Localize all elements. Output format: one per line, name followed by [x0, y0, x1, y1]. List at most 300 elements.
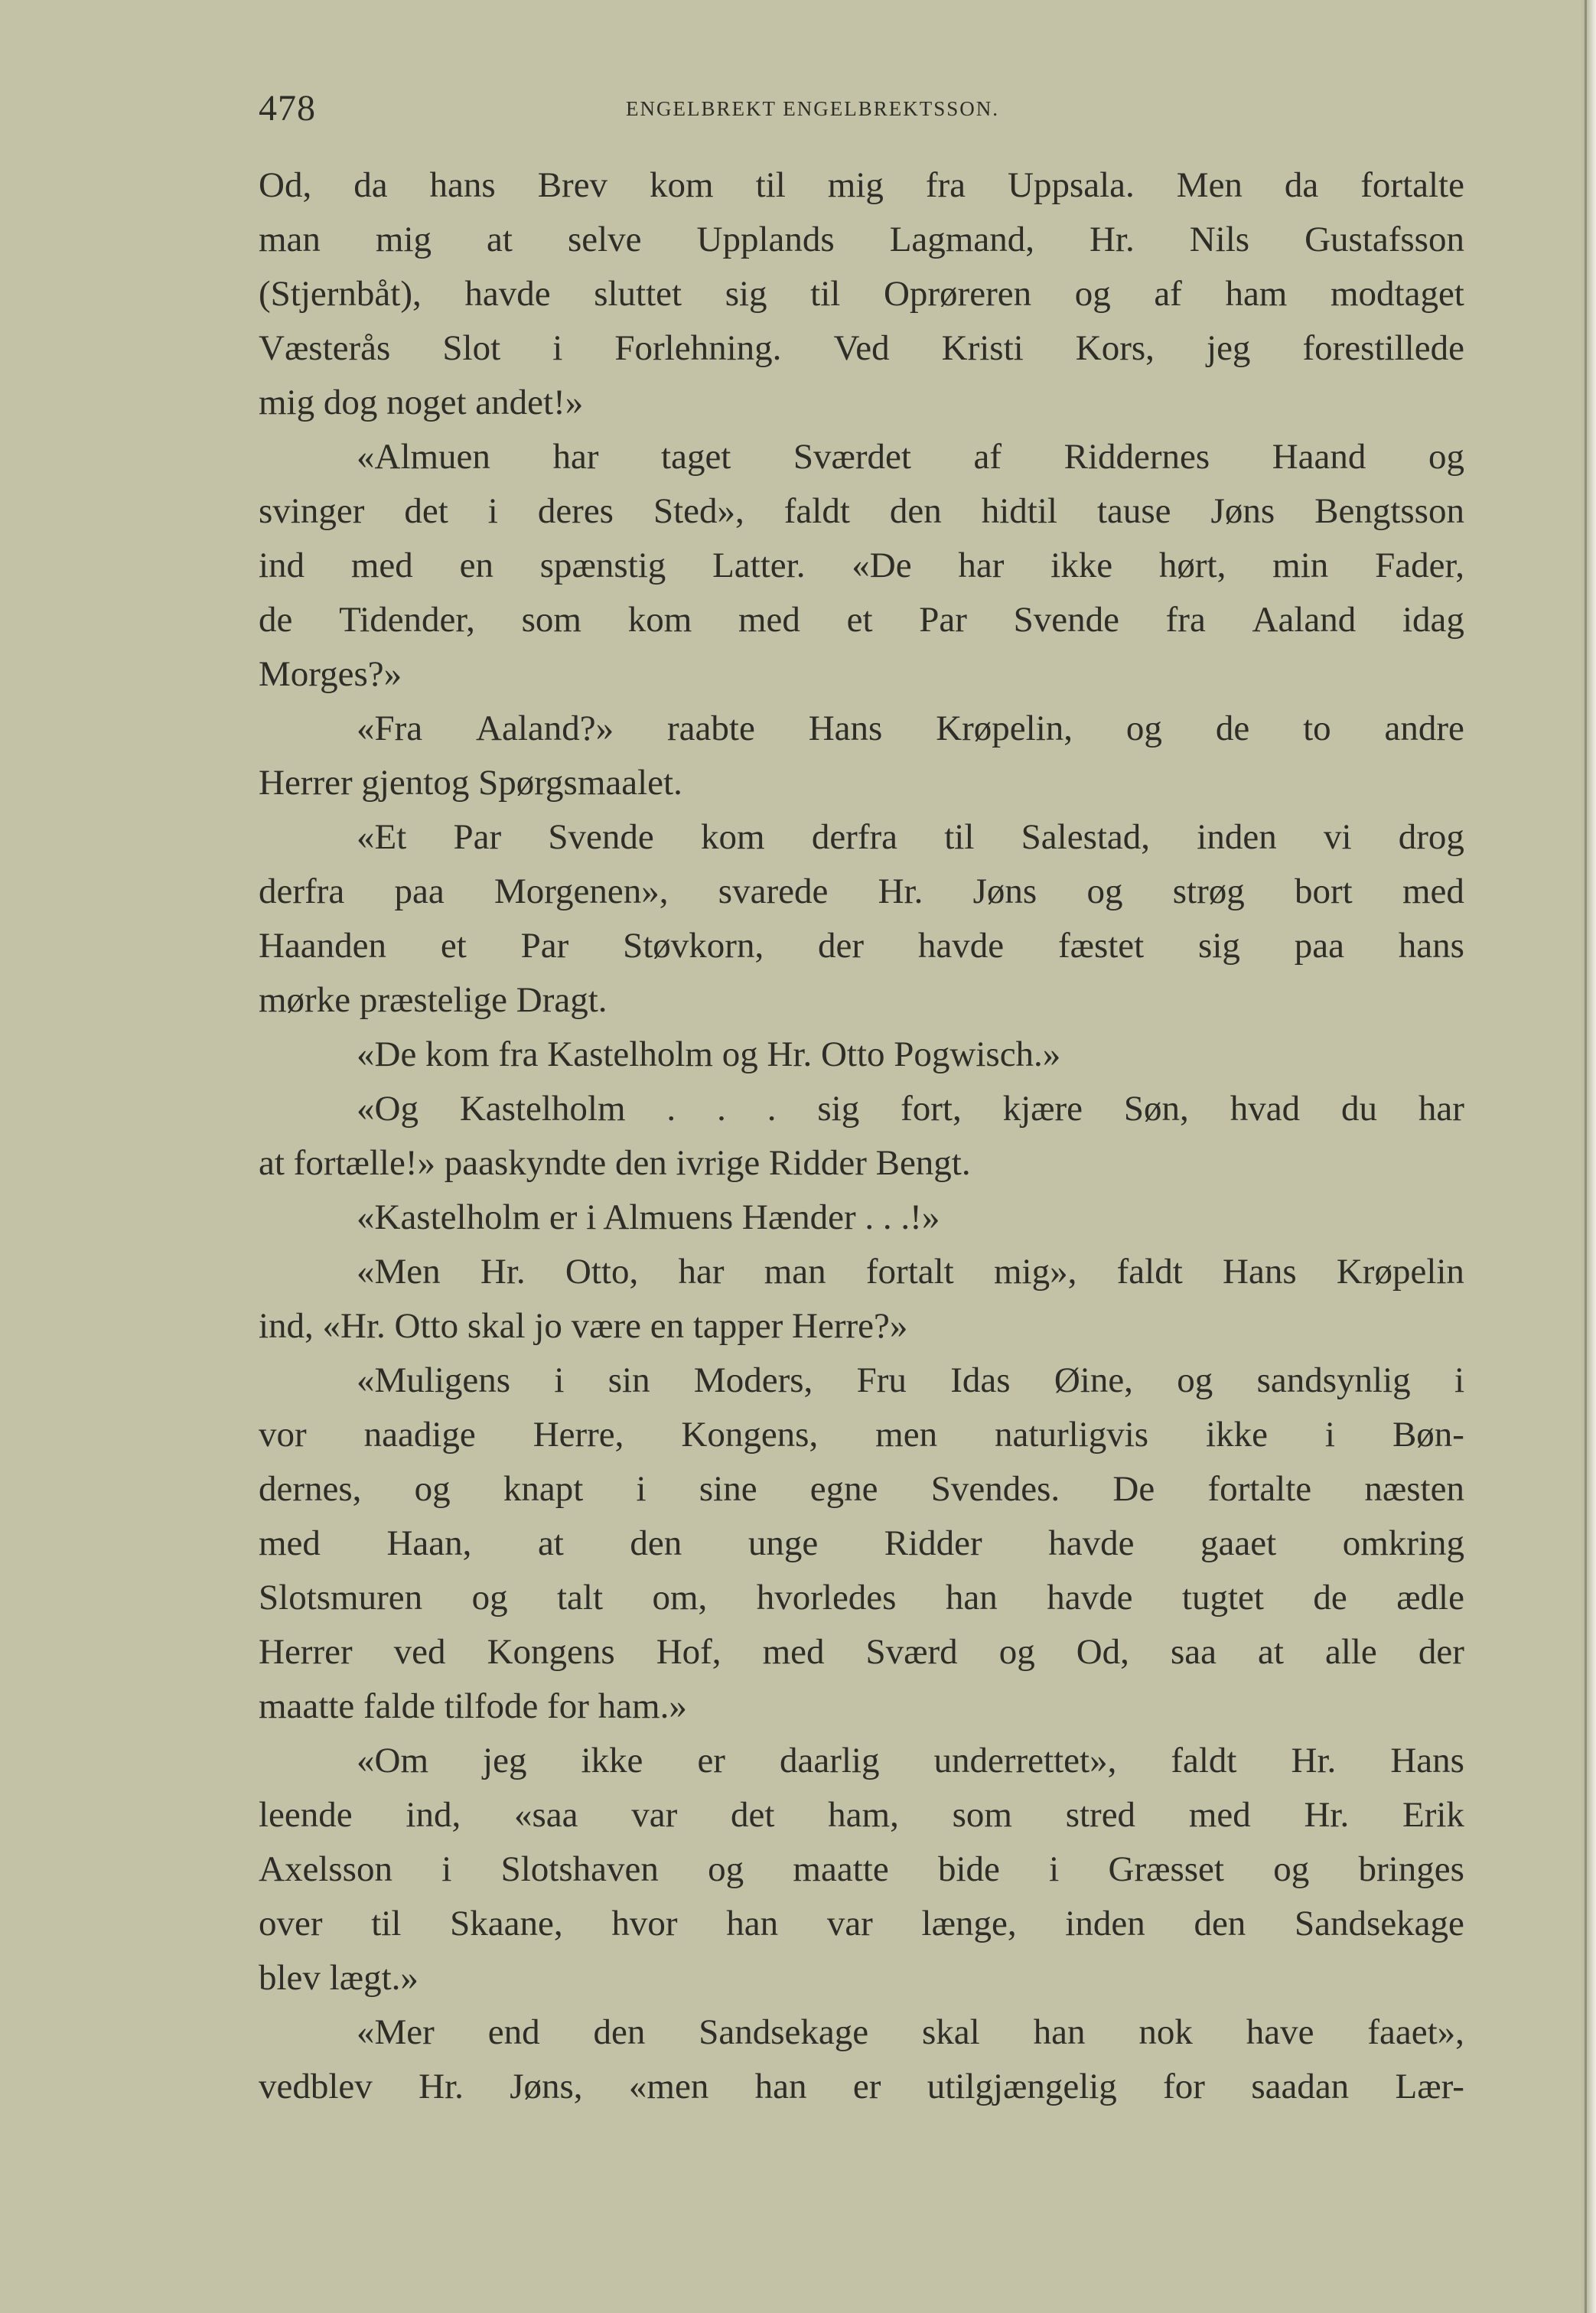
word: Hr. [878, 871, 923, 911]
word: Par [919, 600, 967, 640]
text-line [259, 1788, 1464, 1842]
word: bort [1295, 871, 1353, 911]
line-text: blev lægt.» [259, 1958, 419, 1998]
word: idag [1402, 600, 1464, 640]
word: Kors, [1075, 328, 1155, 368]
word: og [1177, 1360, 1213, 1400]
word: «Fra [357, 709, 423, 748]
word: og [471, 1578, 508, 1617]
word: Haand [1272, 437, 1366, 477]
word: og [414, 1469, 451, 1509]
text-line [259, 593, 1464, 647]
word: og [1125, 709, 1162, 748]
word: Jøns, [510, 2067, 583, 2106]
word: «Men [357, 1252, 441, 1292]
word: bringes [1358, 1849, 1464, 1889]
word: Slotsmuren [259, 1578, 423, 1617]
word: længe, [921, 1904, 1017, 1943]
text-line [259, 647, 1464, 702]
word: de [259, 600, 293, 640]
word: naturligvis [995, 1415, 1149, 1455]
word: Aaland?» [476, 709, 614, 748]
word: og [1428, 437, 1464, 477]
word: «Og [357, 1089, 419, 1129]
word: er [697, 1741, 725, 1780]
word: modtaget [1330, 274, 1464, 314]
word: fæstet [1057, 926, 1145, 966]
text-line [259, 539, 1464, 593]
word: leende [259, 1795, 353, 1835]
word: havde [1047, 1578, 1133, 1617]
word: Hof, [656, 1632, 721, 1672]
word: Idas [950, 1360, 1011, 1400]
word: drog [1398, 817, 1464, 857]
word: bide [937, 1849, 1000, 1889]
word: med [762, 1632, 825, 1672]
word: ham, [828, 1795, 899, 1835]
text-line [259, 2005, 1464, 2060]
word: mig [827, 165, 884, 205]
word: ind, [406, 1795, 461, 1835]
text-line [259, 973, 1464, 1028]
word: Upplands [696, 220, 835, 259]
word: underrettet», [933, 1741, 1117, 1780]
word: af [973, 437, 1002, 477]
word: end [487, 2012, 540, 2052]
word: Støvkorn, [623, 926, 764, 966]
word: da [1284, 165, 1319, 205]
word: vor [259, 1415, 307, 1455]
text-line [259, 1951, 1464, 2005]
word: paa [394, 871, 445, 911]
line-text: mig dog noget andet!» [259, 383, 584, 422]
line-text: «De kom fra Kastelholm og Hr. Otto Pogwisch.» [357, 1034, 1061, 1074]
word: egne [809, 1469, 878, 1509]
word: Men [1176, 165, 1243, 205]
word: Søn, [1123, 1089, 1189, 1129]
word: . [767, 1089, 777, 1129]
word: at [537, 1523, 564, 1563]
word: Hans [1390, 1741, 1464, 1780]
word: kom [627, 600, 692, 640]
word: Sandsekage [699, 2012, 869, 2052]
word: talt [557, 1578, 604, 1617]
word: sandsynlig [1256, 1360, 1411, 1400]
word: ædle [1396, 1578, 1464, 1617]
line-text: mørke præstelige Dragt. [259, 980, 607, 1020]
word: hans [1398, 926, 1464, 966]
word: Svendes. [930, 1469, 1060, 1509]
word: Øine, [1054, 1360, 1133, 1400]
word: hans [429, 165, 496, 205]
word: Fader, [1375, 546, 1464, 585]
text-line [259, 376, 1464, 430]
word: unge [748, 1523, 819, 1563]
word: Svende [548, 817, 654, 857]
word: ikke [1206, 1415, 1268, 1455]
word: Jøns [972, 871, 1037, 911]
text-line [259, 865, 1464, 919]
word: den [889, 491, 942, 531]
word: Kastelholm [459, 1089, 626, 1129]
word: Ridder [884, 1523, 982, 1563]
word: Hr. [480, 1252, 526, 1292]
word: min [1272, 546, 1329, 585]
word: Kongens [487, 1632, 615, 1672]
word: fra [1165, 600, 1206, 640]
word: saadan [1251, 2067, 1350, 2106]
text-line [259, 1408, 1464, 1462]
word: Jøns [1210, 491, 1275, 531]
word: faldt [783, 491, 850, 531]
word: Sværd [865, 1632, 958, 1672]
word: De [1112, 1469, 1155, 1509]
text-line [259, 1299, 1464, 1354]
text-line [259, 702, 1464, 756]
word: faaet», [1367, 2012, 1464, 2052]
text-line [259, 321, 1464, 376]
text-line [259, 213, 1464, 267]
word: havde [464, 274, 551, 314]
word: har [678, 1252, 725, 1292]
word: fortalte [1207, 1469, 1312, 1509]
word: Græsset [1108, 1849, 1224, 1889]
word: i [1049, 1849, 1060, 1889]
word: knapt [503, 1469, 584, 1509]
word: og [998, 1632, 1035, 1672]
word: har [1418, 1089, 1464, 1129]
word: ikke [581, 1741, 643, 1780]
word: spænstig [539, 546, 666, 585]
word: «Muligens [357, 1360, 511, 1400]
word: Sandsekage [1295, 1904, 1464, 1943]
word: dernes, [259, 1469, 362, 1509]
word: Væsterås [259, 328, 391, 368]
word: det [404, 491, 448, 531]
word: faldt [1171, 1741, 1237, 1780]
word: har [958, 546, 1005, 585]
word: tause [1096, 491, 1171, 531]
word: Par [453, 817, 502, 857]
body-text [259, 158, 1464, 2114]
word: derfra [811, 817, 897, 857]
word: Aaland [1252, 600, 1357, 640]
text-line [259, 158, 1464, 213]
word: Moders, [693, 1360, 813, 1400]
word: gaaet [1200, 1523, 1277, 1563]
word: ham [1225, 274, 1288, 314]
word: Tidender, [339, 600, 475, 640]
word: havde [1048, 1523, 1135, 1563]
word: med [1402, 871, 1464, 911]
word: selve [567, 220, 642, 259]
word: at [487, 220, 513, 259]
word: Herrer [259, 1632, 353, 1672]
word: Hans [1223, 1252, 1297, 1292]
word: i [636, 1469, 647, 1509]
word: i [554, 1360, 565, 1400]
word: Brev [537, 165, 608, 205]
word: kom [701, 817, 765, 857]
word: Lagmand, [889, 220, 1034, 259]
word: i [1454, 1360, 1464, 1400]
word: raabte [667, 709, 755, 748]
word: faldt [1116, 1252, 1183, 1292]
word: Hr. [1291, 1741, 1337, 1780]
word: «Mer [357, 2012, 435, 2052]
text-line [259, 1028, 1464, 1082]
word: Krøpelin [1336, 1252, 1464, 1292]
word: den [593, 2012, 646, 2052]
word: og [1273, 1849, 1310, 1889]
word: til [755, 165, 786, 205]
word: stred [1065, 1795, 1136, 1835]
word: Morgenen», [493, 871, 669, 911]
word: Lær- [1395, 2067, 1464, 2106]
word: jeg [483, 1741, 527, 1780]
word: sin [607, 1360, 650, 1400]
word: kom [650, 165, 714, 205]
word: om, [652, 1578, 708, 1617]
word: «Almuen [357, 437, 490, 477]
word: af [1154, 274, 1182, 314]
word: en [459, 546, 493, 585]
word: paa [1294, 926, 1344, 966]
word: Kongens, [681, 1415, 819, 1455]
page-header [259, 86, 1464, 132]
word: strøg [1172, 871, 1245, 911]
text-line [259, 1354, 1464, 1408]
word: i [441, 1849, 452, 1889]
word: Slotshaven [500, 1849, 659, 1889]
word: Otto, [565, 1252, 639, 1292]
word: til [371, 1904, 402, 1943]
text-line [259, 756, 1464, 810]
word: nok [1138, 2012, 1193, 2052]
word: man [764, 1252, 826, 1292]
text-line [259, 484, 1464, 539]
word: «De [852, 546, 912, 585]
word: mig», [994, 1252, 1077, 1292]
word: ikke [1050, 546, 1113, 585]
text-line [259, 1136, 1464, 1191]
word: for [1163, 2067, 1205, 2106]
line-text: Herrer gjentog Spørgsmaalet. [259, 763, 682, 803]
line-text: Morges?» [259, 654, 402, 694]
word: Oprøreren [883, 274, 1032, 314]
word: til [944, 817, 975, 857]
word: med [738, 600, 800, 640]
word: jeg [1207, 328, 1251, 368]
word: sig [725, 274, 767, 314]
word: omkring [1342, 1523, 1464, 1563]
word: «Om [357, 1741, 428, 1780]
word: og [1086, 871, 1123, 911]
word: sig [817, 1089, 860, 1129]
word: daarlig [779, 1741, 880, 1780]
word: Od, [259, 165, 312, 205]
word: over [259, 1904, 323, 1943]
word: Forlehning. [614, 328, 782, 368]
word: har [552, 437, 599, 477]
word: da [353, 165, 388, 205]
text-line [259, 2060, 1464, 2114]
word: og [708, 1849, 744, 1889]
word: . [666, 1089, 676, 1129]
word: «Et [357, 817, 407, 857]
word: fra [925, 165, 966, 205]
word: er [852, 2067, 881, 2106]
word: ind [259, 546, 305, 585]
word: det [730, 1795, 775, 1835]
word: vedblev [259, 2067, 373, 2106]
word: Riddernes [1063, 437, 1210, 477]
word: (Stjernbåt), [259, 274, 422, 314]
word: og [1074, 274, 1111, 314]
word: han [754, 2067, 807, 2106]
word: inden [1197, 817, 1277, 857]
word: Hr. [1089, 220, 1135, 259]
word: «saa [513, 1795, 578, 1835]
word: Skaane, [450, 1904, 563, 1943]
text-line [259, 810, 1464, 865]
word: de [1215, 709, 1250, 748]
word: Latter. [712, 546, 806, 585]
text-line [259, 1679, 1464, 1734]
word: hvor [611, 1904, 678, 1943]
page-edge [1581, 0, 1596, 2313]
text-line [259, 267, 1464, 321]
word: han [1033, 2012, 1086, 2052]
word: Slot [442, 328, 501, 368]
line-text: «Kastelholm er i Almuens Hænder . . .!» [357, 1197, 940, 1237]
word: saa [1170, 1632, 1217, 1672]
word: med [1188, 1795, 1251, 1835]
word: Fru [856, 1360, 907, 1400]
word: den [1194, 1904, 1246, 1943]
word: svinger [259, 491, 365, 531]
word: inden [1065, 1904, 1145, 1943]
word: Ved [833, 328, 890, 368]
word: Hans [808, 709, 883, 748]
word: i [487, 491, 498, 531]
word: Haanden [259, 926, 387, 966]
word: Hr. [419, 2067, 464, 2106]
page-edge-shadow [1585, 0, 1587, 2313]
line-text: at fortælle!» paaskyndte den ivrige Ridder Bengt. [259, 1143, 971, 1183]
text-line [259, 1842, 1464, 1897]
word: et [846, 600, 873, 640]
line-text: ind, «Hr. Otto skal jo være en tapper Herre?» [259, 1306, 908, 1346]
text-line [259, 1245, 1464, 1299]
text-line [259, 1571, 1464, 1625]
word: som [521, 600, 581, 640]
word: var [826, 1904, 873, 1943]
word: hørt, [1158, 546, 1226, 585]
page-number: 478 [259, 88, 316, 129]
word: utilgjængelig [927, 2067, 1117, 2106]
word: hvorledes [756, 1578, 897, 1617]
text-line [259, 1191, 1464, 1245]
word: kjære [1002, 1089, 1083, 1129]
word: Svende [1013, 600, 1119, 640]
word: de [1313, 1578, 1347, 1617]
word: Uppsala. [1008, 165, 1135, 205]
word: alle [1324, 1632, 1377, 1672]
word: Krøpelin, [936, 709, 1073, 748]
word: deres [537, 491, 614, 531]
word: naadige [363, 1415, 476, 1455]
word: sluttet [594, 274, 682, 314]
word: derfra [259, 871, 345, 911]
word: taget [661, 437, 731, 477]
word: ved [393, 1632, 446, 1672]
word: «men [628, 2067, 709, 2106]
text-line [259, 1516, 1464, 1571]
word: til [810, 274, 841, 314]
word: sine [699, 1469, 757, 1509]
word: Kristi [941, 328, 1024, 368]
word: Herre, [533, 1415, 624, 1455]
word: fort, [901, 1089, 962, 1129]
word: næsten [1364, 1469, 1464, 1509]
word: som [952, 1795, 1012, 1835]
word: i [1324, 1415, 1335, 1455]
word: forestillede [1302, 328, 1464, 368]
word: han [945, 1578, 998, 1617]
word: Od, [1076, 1632, 1129, 1672]
word: hvad [1230, 1089, 1301, 1129]
word: . [717, 1089, 726, 1129]
word: den [630, 1523, 682, 1563]
word: Par [520, 926, 569, 966]
word: Sted», [653, 491, 744, 531]
word: andre [1384, 709, 1464, 748]
word: maatte [793, 1849, 889, 1889]
word: Salestad, [1021, 817, 1151, 857]
word: fortalte [1360, 165, 1464, 205]
word: med [259, 1523, 321, 1563]
word: hidtil [981, 491, 1057, 531]
text-line [259, 1897, 1464, 1951]
word: et [440, 926, 467, 966]
word: var [631, 1795, 678, 1835]
word: Erik [1402, 1795, 1464, 1835]
word: have [1246, 2012, 1314, 2052]
text-line [259, 1625, 1464, 1679]
word: Nils [1189, 220, 1250, 259]
word: der [818, 926, 865, 966]
word: med [350, 546, 413, 585]
word: Bøn- [1392, 1415, 1464, 1455]
word: i [552, 328, 563, 368]
word: der [1418, 1632, 1464, 1672]
word: Sværdet [793, 437, 911, 477]
text-line [259, 1462, 1464, 1516]
word: Axelsson [259, 1849, 392, 1889]
text-line [259, 1082, 1464, 1136]
word: fortalt [865, 1252, 954, 1292]
word: Hr. [1304, 1795, 1350, 1835]
word: skal [922, 2012, 980, 2052]
word: man [259, 220, 321, 259]
word: vi [1323, 817, 1352, 857]
word: havde [917, 926, 1005, 966]
word: men [875, 1415, 938, 1455]
word: svarede [718, 871, 829, 911]
text-line [259, 1734, 1464, 1788]
text-line [259, 919, 1464, 973]
